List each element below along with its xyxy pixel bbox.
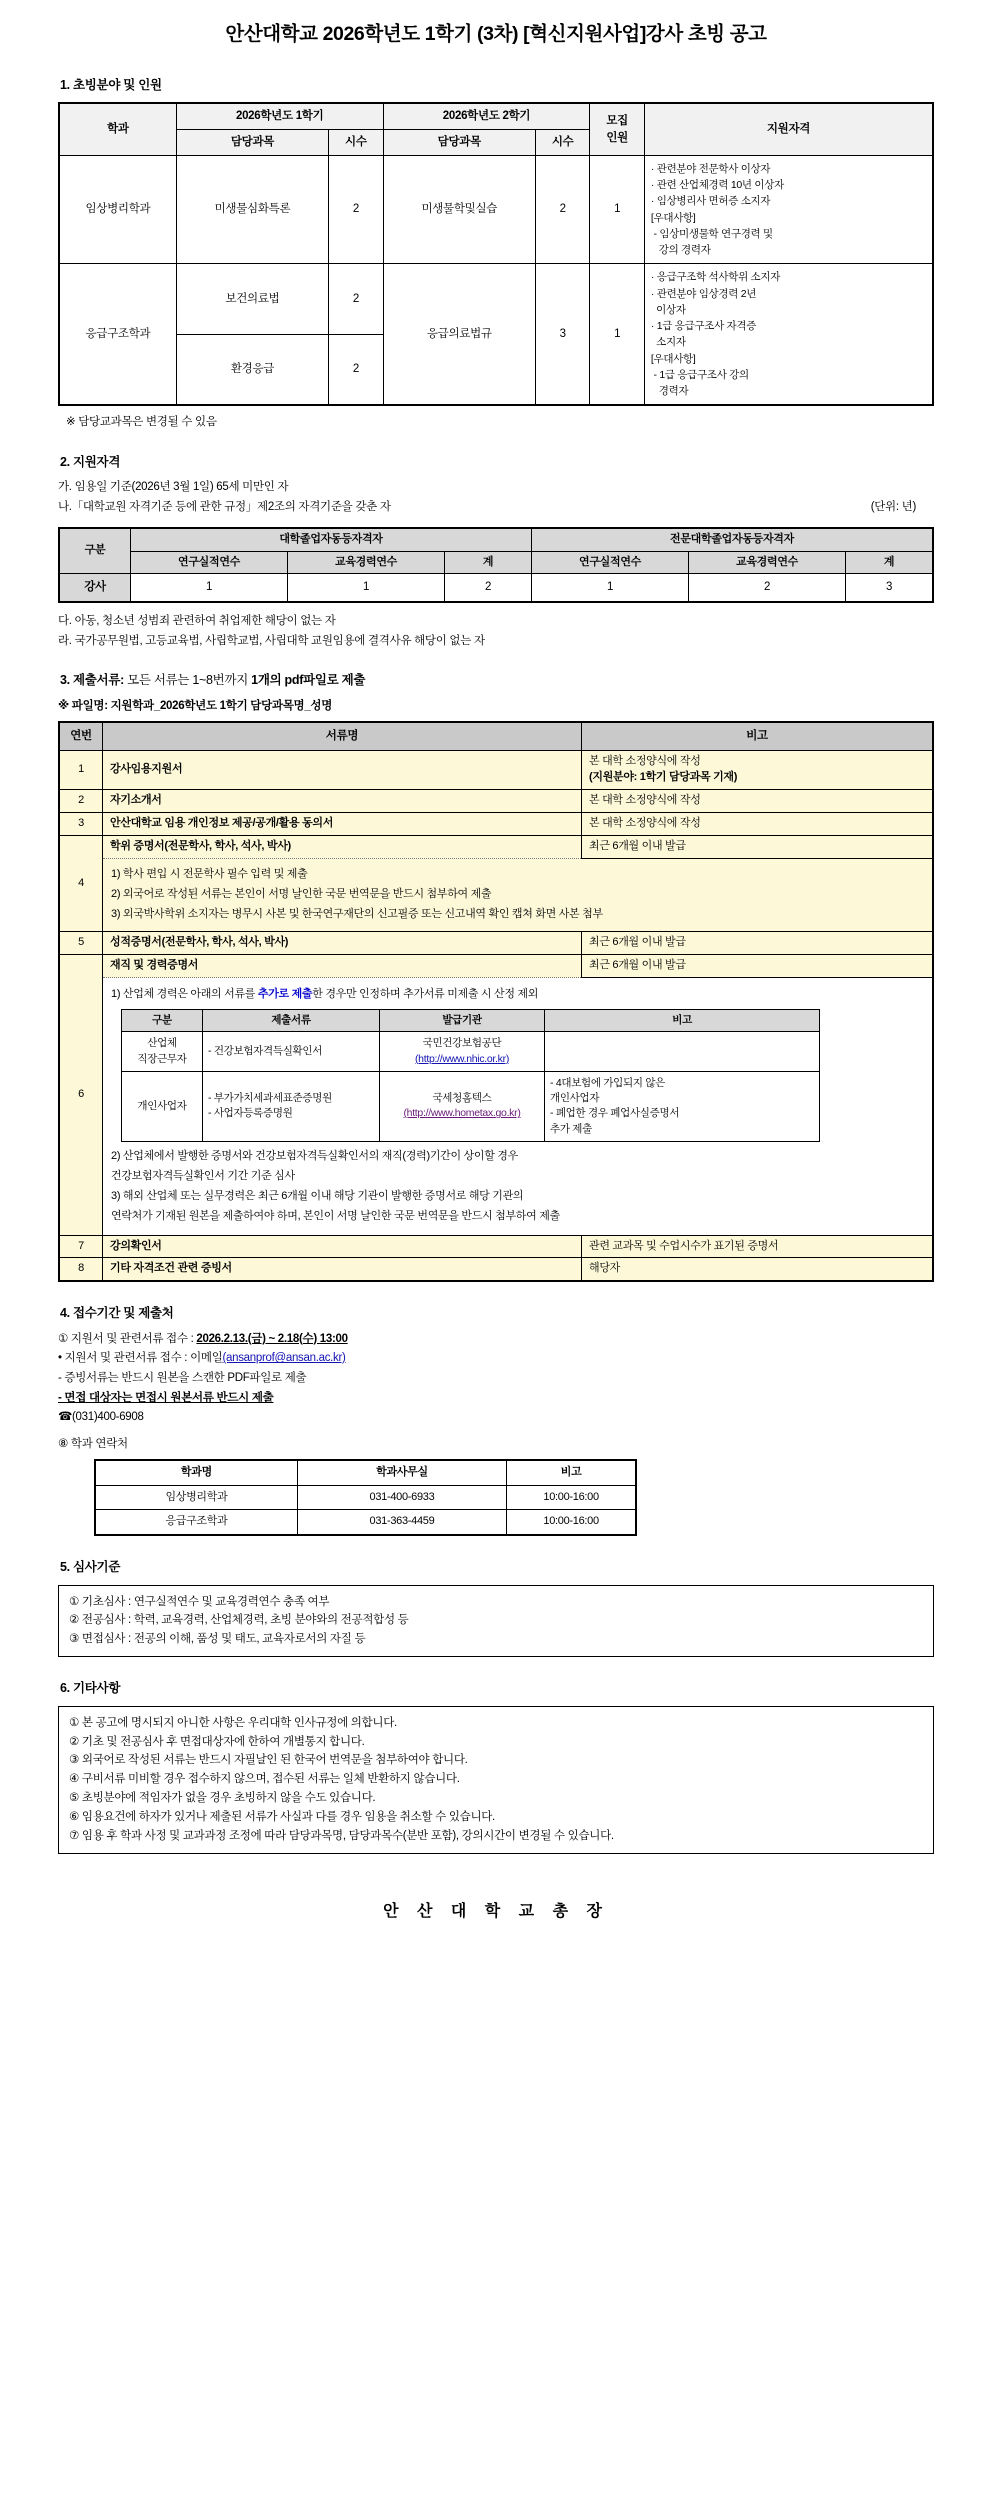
section-documents xyxy=(58,671,934,1282)
remark-line: - 4대보험에 가입되지 않은 xyxy=(550,1076,666,1089)
section-qualifications xyxy=(58,453,934,649)
col-total-1: 계 xyxy=(445,551,532,574)
criteria-item: ① 기초심사 : 연구실적연수 및 교육경력연수 충족 여부 xyxy=(69,1595,330,1608)
col-doc-no: 연번 xyxy=(59,722,103,750)
other-item: ⑥ 임용요건에 하자가 있거나 제출된 서류가 사실과 다를 경우 임용을 취소할 수 있습니다. xyxy=(69,1811,495,1824)
cell-dept-office: 031-400-6933 xyxy=(297,1485,506,1510)
other-item: ② 기초 및 전공심사 후 면접대상자에 한하여 개별통지 합니다. xyxy=(69,1735,365,1748)
cell-doc-remark: 해당자 xyxy=(582,1258,934,1281)
cell-value: 2 xyxy=(689,574,846,602)
submission-email-label: • 지원서 및 관련서류 접수 : 이메일 xyxy=(58,1352,223,1365)
qual-line: 강의 경력자 xyxy=(650,244,711,257)
gubun-line: 직장근무자 xyxy=(137,1052,187,1065)
table-row xyxy=(59,978,933,1235)
table-row xyxy=(59,1235,933,1258)
section-submission xyxy=(58,1304,934,1536)
qual-line: · 관련 산업체경력 10년 이상자 xyxy=(650,179,784,191)
criteria-item: ③ 면접심사 : 전공의 이해, 품성 및 태도, 교육자로서의 자질 등 xyxy=(69,1633,366,1646)
doc-line: - 부가가치세과세표준증명원 xyxy=(208,1092,332,1105)
remark-line: (지원분야: 1학기 담당과목 기재) xyxy=(589,770,738,783)
cell-career-docs xyxy=(203,1032,380,1071)
cell-qualification xyxy=(644,264,933,406)
other-item: ⑤ 초빙분야에 적임자가 없을 경우 초빙하지 않을 수도 있습니다. xyxy=(69,1792,376,1805)
col-sem1-hours: 시수 xyxy=(329,130,383,156)
cell-sem2-subject: 미생물학및실습 xyxy=(383,155,535,264)
qual-line: - 1급 응급구조사 강의 xyxy=(650,368,749,381)
cell-career-issuer xyxy=(380,1032,545,1071)
cell-value: 1 xyxy=(131,574,288,602)
qual-line: 소지자 xyxy=(650,336,686,349)
qual-line: [우대사항] xyxy=(650,352,696,365)
other-item: ① 본 공고에 명시되지 아니한 사항은 우리대학 인사규정에 의합니다. xyxy=(69,1716,397,1729)
cell-value: 1 xyxy=(532,574,689,602)
table-row xyxy=(59,574,933,602)
cell-count: 1 xyxy=(590,155,644,264)
doc-line: - 사업자등록증명원 xyxy=(208,1107,293,1120)
section5-heading: 5. 심사기준 xyxy=(60,1560,121,1575)
remark-line: - 폐업한 경우 폐업사실증명서 xyxy=(550,1107,680,1120)
cell-doc-no: 2 xyxy=(59,789,103,812)
table-header-row xyxy=(95,1460,636,1485)
section3-heading xyxy=(60,671,934,689)
col-edu-years-1: 교육경력연수 xyxy=(288,551,445,574)
cell-dept-name: 응급구조학과 xyxy=(95,1510,297,1535)
table-row xyxy=(59,750,933,789)
qualification-item-c: 다. 아동, 청소년 성범죄 관련하여 취업제한 해당이 없는 자 xyxy=(58,615,336,628)
qual-line: 경력자 xyxy=(650,385,689,398)
cell-doc-name: 성적증명서(전문학사, 학사, 석사, 박사) xyxy=(103,932,582,955)
cell-sem1-hours: 2 xyxy=(329,335,383,406)
cell-dept-remark: 10:00-16:00 xyxy=(507,1510,637,1535)
cell-career-gubun xyxy=(122,1071,203,1141)
col-dept-office: 학과사무실 xyxy=(297,1460,506,1485)
cell-career-issuer xyxy=(380,1071,545,1141)
cell-career-remark xyxy=(545,1071,820,1141)
career-intro-post: 한 경우만 인정하며 추가서류 미제출 시 산정 제외 xyxy=(312,988,539,1001)
evaluation-criteria-box xyxy=(58,1585,934,1658)
table-row xyxy=(122,1071,820,1141)
cell-qualification xyxy=(644,155,933,264)
qual-line: - 임상미생물학 연구경력 및 xyxy=(650,227,773,240)
doc-line: - 건강보험자격득실확인서 xyxy=(208,1045,323,1058)
col-career-docs: 제출서류 xyxy=(203,1010,380,1032)
col-research-years-1: 연구실적연수 xyxy=(131,551,288,574)
cell-doc-no: 4 xyxy=(59,835,103,932)
submission-note-scan: - 증빙서류는 반드시 원본을 스캔한 PDF파일로 제출 xyxy=(58,1371,307,1384)
qual-line: · 관련분야 전문학사 이상자 xyxy=(650,162,771,175)
section-evaluation xyxy=(58,1558,934,1657)
cell-doc-remark: 최근 6개월 이내 발급 xyxy=(582,955,934,978)
table-row xyxy=(95,1485,636,1510)
cell-sem1-subject: 환경응급 xyxy=(176,335,328,406)
col-qualification: 지원자격 xyxy=(644,103,933,155)
cell-doc-no: 3 xyxy=(59,812,103,835)
section4-heading: 4. 접수기간 및 제출처 xyxy=(60,1306,174,1321)
section3-heading-bold: 3. 제출서류: xyxy=(60,673,124,688)
col-semester-1: 2026학년도 1학기 xyxy=(176,103,383,129)
remark-line: 추가 제출 xyxy=(550,1122,592,1135)
section1-heading: 1. 초빙분야 및 인원 xyxy=(60,78,162,93)
col-group-college: 전문대학졸업자동등자격자 xyxy=(532,528,934,551)
career-note: 건강보험자격득실확인서 기간 기준 심사 xyxy=(111,1169,295,1182)
table-row xyxy=(59,932,933,955)
cell-doc-no: 1 xyxy=(59,750,103,789)
recruitment-table xyxy=(58,102,934,406)
cell-sem2-hours: 3 xyxy=(535,264,589,406)
other-item: ⑦ 임용 후 학과 사정 및 교과과정 조정에 따라 담당과목명, 담당과목수(분반 포함), 강의시간이 변경될 수 있습니다. xyxy=(69,1830,614,1843)
qual-line: [우대사항] xyxy=(650,211,696,224)
qual-line: · 관련분야 임상경력 2년 xyxy=(650,287,757,300)
cell-dept: 임상병리학과 xyxy=(59,155,176,264)
cell-career-remark xyxy=(545,1032,820,1071)
cell-sem2-hours: 2 xyxy=(535,155,589,264)
contact-heading: ⑧ 학과 연락처 xyxy=(58,1437,128,1450)
qual-line: · 임상병리사 면허증 소지자 xyxy=(650,195,771,208)
table-subheader-row xyxy=(59,551,933,574)
col-dept: 학과 xyxy=(59,103,176,155)
table-header-row xyxy=(59,528,933,551)
table-row xyxy=(59,155,933,264)
career-intro-pre: 1) 산업체 경력은 아래의 서류를 xyxy=(111,988,258,1001)
cell-sem1-hours: 2 xyxy=(329,264,383,335)
documents-table xyxy=(58,721,934,1282)
table-header-row xyxy=(122,1010,820,1032)
issuer-name: 국민건강보험공단 xyxy=(422,1037,502,1050)
cell-doc-no: 5 xyxy=(59,932,103,955)
career-documents-table xyxy=(121,1009,820,1142)
cell-doc-name: 강사임용지원서 xyxy=(103,750,582,789)
col-doc-name: 서류명 xyxy=(103,722,582,750)
gubun-line: 개인사업자 xyxy=(137,1099,187,1112)
cell-doc-remark: 최근 6개월 이내 발급 xyxy=(582,932,934,955)
cell-dept: 응급구조학과 xyxy=(59,264,176,406)
col-career-issuer: 발급기관 xyxy=(380,1010,545,1032)
cell-doc-remark xyxy=(582,750,934,789)
section6-heading: 6. 기타사항 xyxy=(60,1681,121,1696)
col-gubun: 구분 xyxy=(59,528,131,574)
cell-doc-no: 6 xyxy=(59,955,103,1235)
cell-doc-remark: 본 대학 소정양식에 작성 xyxy=(582,789,934,812)
section-recruitment xyxy=(58,76,934,431)
qualification-item-b: 나.「대학교원 자격기준 등에 관한 규정」제2조의 자격기준을 갖춘 자 xyxy=(58,500,391,513)
col-edu-years-2: 교육경력연수 xyxy=(689,551,846,574)
gubun-line: 산업체 xyxy=(147,1037,177,1050)
issuer-url[interactable]: (http://www.hometax.go.kr) xyxy=(403,1107,521,1120)
col-dept-name: 학과명 xyxy=(95,1460,297,1485)
table-row xyxy=(59,812,933,835)
qual-line: · 응급구조학 석사학위 소지자 xyxy=(650,271,781,284)
submission-note-interview: - 면접 대상자는 면접시 원본서류 반드시 제출 xyxy=(58,1391,274,1404)
career-intro xyxy=(111,987,924,1003)
table-row xyxy=(59,955,933,978)
cell-doc-name: 안산대학교 임용 개인정보 제공/공개/활용 동의서 xyxy=(103,812,582,835)
cell-doc-no: 7 xyxy=(59,1235,103,1258)
remark-line: 개인사업자 xyxy=(550,1092,600,1105)
table-row xyxy=(59,858,933,932)
submission-email-line xyxy=(58,1350,934,1367)
cell-sem1-hours: 2 xyxy=(329,155,383,264)
cell-sem1-subject: 보건의료법 xyxy=(176,264,328,335)
qualification-item-a: 가. 임용일 기준(2026년 3월 1일) 65세 미만인 자 xyxy=(58,481,289,494)
cell-doc-remark: 최근 6개월 이내 발급 xyxy=(582,835,934,858)
col-semester-2: 2026학년도 2학기 xyxy=(383,103,590,129)
cell-sem1-subject: 미생물심화특론 xyxy=(176,155,328,264)
cell-doc-details xyxy=(103,978,934,1235)
submission-phone: ☎(031)400-6908 xyxy=(58,1411,144,1424)
cell-doc-remark: 관련 교과목 및 수업시수가 표기된 증명서 xyxy=(582,1235,934,1258)
qualification-item-d: 라. 국가공무원법, 고등교육법, 사립학교법, 사립대학 교원임용에 결격사유 해당이 없는 자 xyxy=(58,634,485,647)
col-group-university: 대학졸업자동등자격자 xyxy=(131,528,532,551)
col-sem2-hours: 시수 xyxy=(535,130,589,156)
unit-note: (단위: 년) xyxy=(870,500,916,513)
career-note: 연락처가 기재된 원본을 제출하여야 하며, 본인이 서명 날인한 국문 번역문을 반드시 첨부하여 제출 xyxy=(111,1209,560,1222)
col-doc-remark: 비고 xyxy=(582,722,934,750)
detail-line: 2) 외국어로 작성된 서류는 본인이 서명 날인한 국문 번역문을 반드시 첨부하여 제출 xyxy=(111,887,492,900)
issuer-signature: 안 산 대 학 교 총 장 xyxy=(383,1903,609,1921)
section-other xyxy=(58,1679,934,1854)
cell-dept-office: 031-363-4459 xyxy=(297,1510,506,1535)
cell-sem2-subject: 응급의료법규 xyxy=(383,264,535,406)
col-dept-remark: 비고 xyxy=(507,1460,637,1485)
table-row xyxy=(95,1510,636,1535)
table-row xyxy=(122,1032,820,1071)
issuer-url[interactable]: (http://www.nhic.or.kr) xyxy=(414,1052,510,1065)
qual-line: 이상자 xyxy=(650,303,686,316)
page-title: 안산대학교 2026학년도 1학기 (3차) [혁신지원사업]강사 초빙 공고 xyxy=(225,23,767,45)
section3-heading-strong: 1개의 pdf파일로 제출 xyxy=(251,673,366,688)
table-header-row xyxy=(59,103,933,129)
filename-note: ※ 파일명: 지원학과_2026학년도 1학기 담당과목명_성명 xyxy=(58,699,333,712)
table-row xyxy=(59,835,933,858)
qual-line: · 1급 응급구조사 자격증 xyxy=(650,320,757,333)
other-item: ③ 외국어로 작성된 서류는 반드시 자필날인 된 한국어 번역문을 첨부하여야 합니다. xyxy=(69,1754,468,1767)
cell-doc-name: 학위 증명서(전문학사, 학사, 석사, 박사) xyxy=(103,835,582,858)
section3-heading-rest: 모든 서류는 1~8번까지 xyxy=(123,673,252,688)
col-count xyxy=(590,103,644,155)
col-research-years-2: 연구실적연수 xyxy=(532,551,689,574)
cell-career-gubun xyxy=(122,1032,203,1071)
table-row xyxy=(59,264,933,335)
cell-doc-name: 기타 자격조건 관련 증빙서 xyxy=(103,1258,582,1281)
col-total-2: 계 xyxy=(846,551,934,574)
submission-period-value: 2026.2.13.(금) ~ 2.18(수) 13:00 xyxy=(196,1332,348,1345)
table-row xyxy=(59,1258,933,1281)
detail-line: 3) 외국박사학위 소지자는 병무시 사본 및 한국연구재단의 신고필증 또는 신고내역 확인 캡쳐 화면 사본 첨부 xyxy=(111,907,603,920)
col-count-line2: 인원 xyxy=(606,131,628,144)
col-sem2-subject: 담당과목 xyxy=(383,130,535,156)
col-career-remark: 비고 xyxy=(545,1010,820,1032)
career-note: 3) 해외 산업체 또는 실무경력은 최근 6개월 이내 해당 기관이 발행한 증명서로 해당 기관의 xyxy=(111,1189,524,1202)
table-row xyxy=(59,789,933,812)
table-header-row xyxy=(59,722,933,750)
cell-doc-name: 강의확인서 xyxy=(103,1235,582,1258)
qualification-item-b-wrap xyxy=(58,499,934,516)
submission-email-address[interactable]: (ansanprof@ansan.ac.kr) xyxy=(222,1352,346,1365)
cell-row-label: 강사 xyxy=(59,574,131,602)
submission-period xyxy=(58,1331,934,1348)
detail-line: 1) 학사 편입 시 전문학사 필수 입력 및 제출 xyxy=(111,867,308,880)
career-note: 2) 산업체에서 발행한 증명서와 건강보험자격득실확인서의 재직(경력)기간이 상이할 경우 xyxy=(111,1149,518,1162)
career-intro-strong: 추가로 제출 xyxy=(257,988,313,1001)
issuer-name: 국세청홈텍스 xyxy=(432,1092,492,1105)
col-career-gubun: 구분 xyxy=(122,1010,203,1032)
cell-doc-no: 8 xyxy=(59,1258,103,1281)
col-count-line1: 모집 xyxy=(606,114,628,127)
cell-value: 1 xyxy=(288,574,445,602)
cell-doc-name: 재직 및 경력증명서 xyxy=(103,955,582,978)
qualification-years-table xyxy=(58,527,934,604)
other-matters-box xyxy=(58,1706,934,1855)
cell-dept-name: 임상병리학과 xyxy=(95,1485,297,1510)
cell-doc-name: 자기소개서 xyxy=(103,789,582,812)
remark-line: 본 대학 소정양식에 작성 xyxy=(589,754,701,767)
cell-value: 2 xyxy=(445,574,532,602)
submission-period-label: ① 지원서 및 관련서류 접수 : xyxy=(58,1332,197,1345)
cell-dept-remark: 10:00-16:00 xyxy=(507,1485,637,1510)
cell-count: 1 xyxy=(590,264,644,406)
cell-value: 3 xyxy=(846,574,934,602)
other-item: ④ 구비서류 미비할 경우 접수하지 않으며, 접수된 서류는 일체 반환하지 않습니다. xyxy=(69,1773,460,1786)
col-sem1-subject: 담당과목 xyxy=(176,130,328,156)
section1-footnote: ※ 담당교과목은 변경될 수 있음 xyxy=(66,416,217,429)
cell-career-docs xyxy=(203,1071,380,1141)
criteria-item: ② 전공심사 : 학력, 교육경력, 산업체경력, 초빙 분야와의 전공적합성 등 xyxy=(69,1614,409,1627)
cell-doc-details xyxy=(103,858,934,932)
section2-heading: 2. 지원자격 xyxy=(60,455,121,470)
cell-doc-remark: 본 대학 소정양식에 작성 xyxy=(582,812,934,835)
department-contact-table xyxy=(94,1459,637,1537)
